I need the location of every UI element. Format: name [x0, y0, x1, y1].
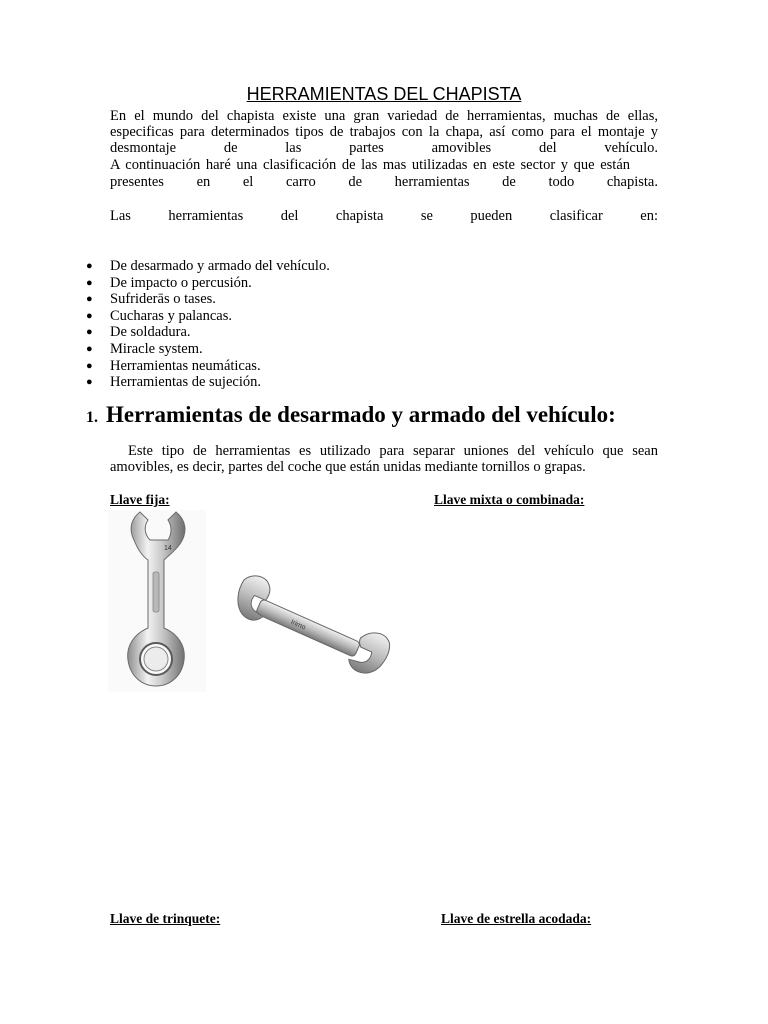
category-list-item — [86, 374, 330, 391]
llave-fija-label: Llave fija: — [110, 492, 170, 507]
category-label: Herramientas de sujeción. — [110, 374, 261, 391]
bullet-icon: ● — [86, 309, 93, 322]
category-list-item — [86, 291, 330, 308]
bullet-icon: ● — [86, 293, 93, 306]
wrench-size-mark: 14 — [164, 545, 172, 552]
category-list-item — [86, 258, 330, 275]
bullet-icon: ● — [86, 376, 93, 389]
category-list-item — [86, 308, 330, 325]
category-label: Miracle system. — [110, 340, 203, 357]
section-paragraph-line: Este tipo de herramientas es utilizado para separar uniones del vehículo que sean — [128, 443, 658, 459]
intro-line: desmontaje de las partes amovibles del vehículo. — [110, 140, 658, 156]
bullet-icon: ● — [86, 260, 93, 272]
category-label: Herramientas neumáticas. — [110, 357, 261, 374]
open-end-wrench-image — [224, 566, 392, 690]
category-label: De impacto o percusión. — [110, 274, 252, 291]
category-list-item — [86, 324, 330, 341]
category-list-item — [86, 358, 330, 375]
intro-line: A continuación haré una clasificación de las mas utilizadas en este sector y que están — [110, 157, 631, 173]
section-paragraph-line: amovibles, es decir, partes del coche que están unidas mediante tornillos o grapas. — [110, 459, 586, 475]
bullet-icon: ● — [86, 276, 93, 289]
category-label: Sufriderās o tases. — [110, 291, 216, 308]
bullet-icon: ● — [86, 342, 93, 355]
category-list-item — [86, 341, 330, 358]
llave-mixta-label: Llave mixta o combinada: — [434, 492, 585, 507]
page-title: HERRAMIENTAS DEL CHAPISTA — [246, 84, 522, 104]
category-label: Cucharas y palancas. — [110, 307, 232, 324]
combination-wrench-image — [108, 510, 206, 692]
intro-line: especificas para determinados tipos de trabajos con la chapa, así como para el montaje y — [110, 124, 658, 140]
intro-line: En el mundo del chapista existe una gran variedad de herramientas, muchas de ellas, — [110, 108, 658, 124]
category-label: De soldadura. — [110, 324, 191, 341]
bullet-icon: ● — [86, 326, 93, 339]
bullet-icon: ● — [86, 359, 93, 372]
wrench-brand-mark: Irimo — [289, 618, 307, 632]
category-label: De desarmado y armado del vehículo. — [110, 258, 330, 274]
section-heading — [86, 402, 616, 428]
category-list-item — [86, 275, 330, 292]
intro-line: Las herramientas del chapista se pueden clasificar en: — [110, 208, 658, 224]
section-title: Herramientas de desarmado y armado del vehículo: — [106, 402, 616, 427]
section-number: 1. — [86, 409, 98, 426]
category-list — [86, 258, 330, 391]
llave-estrella-label: Llave de estrella acodada: — [441, 911, 592, 926]
llave-trinquete-label: Llave de trinquete: — [110, 911, 221, 926]
intro-line: presentes en el carro de herramientas de todo chapista. — [110, 174, 658, 190]
